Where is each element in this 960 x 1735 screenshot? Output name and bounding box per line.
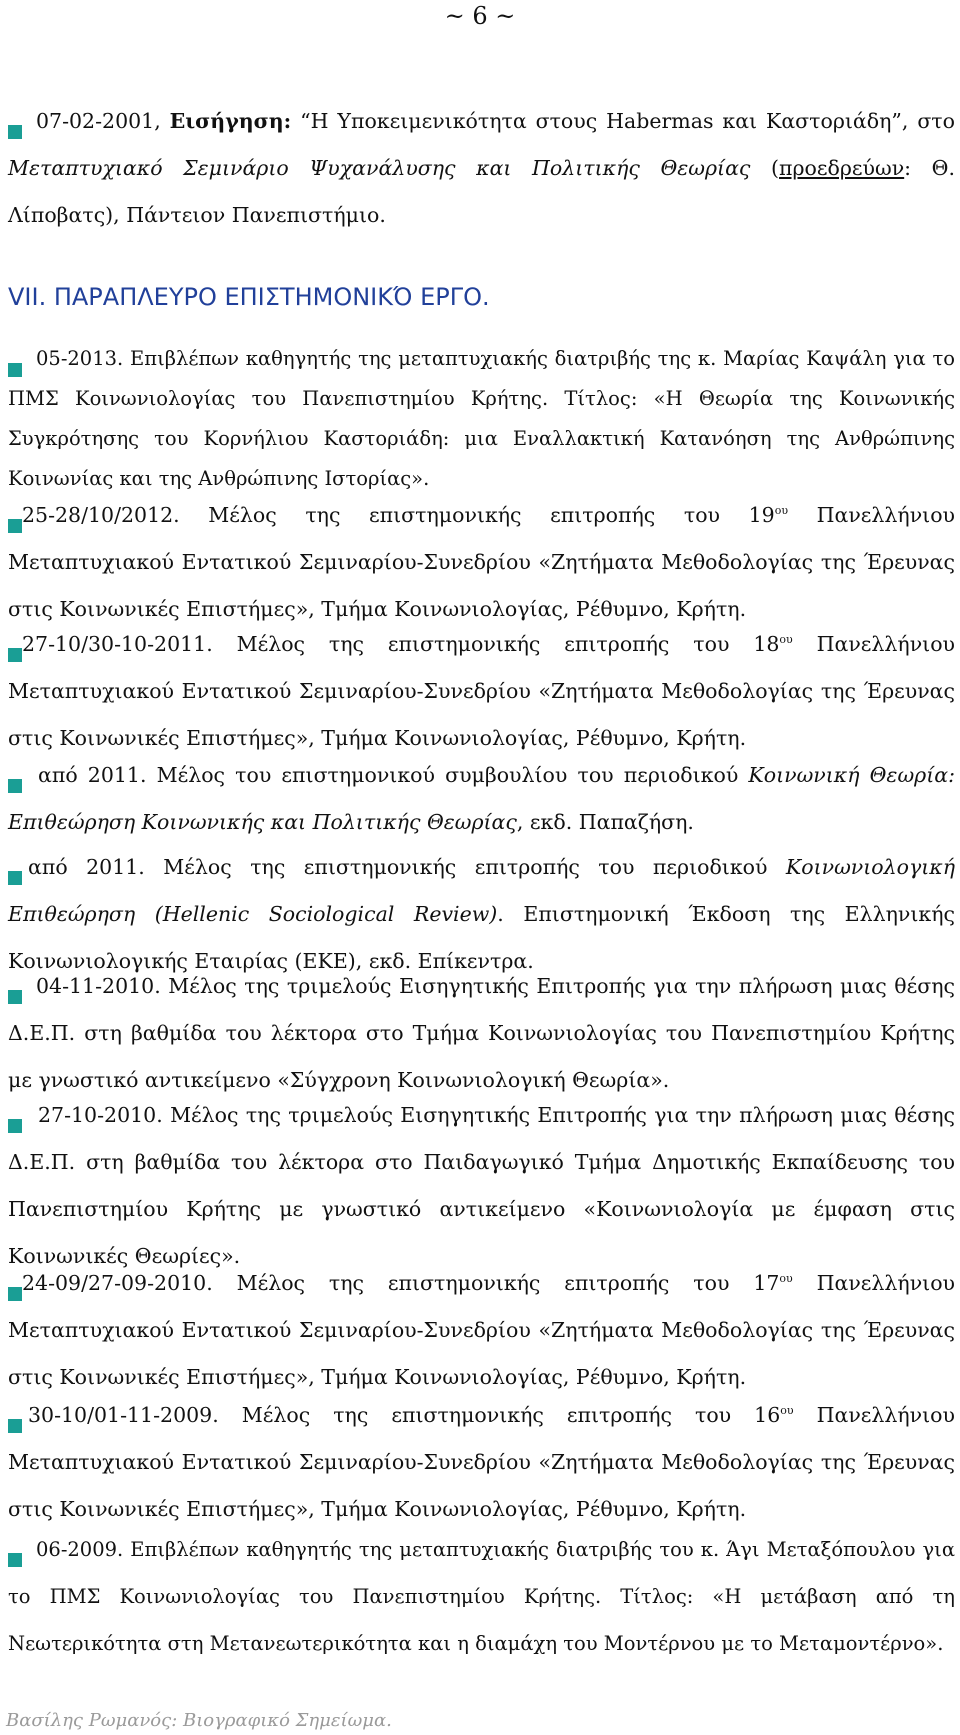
entry-text: ( bbox=[750, 156, 780, 180]
square-bullet-icon bbox=[8, 779, 22, 793]
square-bullet-icon bbox=[8, 363, 22, 377]
entry-text: . Επιστημονική Έκδοση της Ελληνικής Κοινωνιολογικής Εταιρίας (ΕΚΕ), εκδ. Επίκεντρα. bbox=[8, 902, 955, 973]
list-item bbox=[8, 1092, 955, 1280]
entry-text: Μέλος της επιστημονικής επιτροπής του 17 bbox=[212, 1271, 780, 1295]
superscript: ου bbox=[774, 504, 789, 518]
list-item bbox=[8, 752, 955, 846]
entry-text: Μέλος της τριμελούς Εισηγητικής Επιτροπής για την πλήρωση μιας θέσης Δ.Ε.Π. στη βαθμίδα του λέκτορα στο Παιδαγωγικό Τμήμα Δημοτικής Εκπαίδευσης του Πανεπιστημίου Κρήτης με γνωστικό αντικείμενο «Κοινωνιολογία με έμφαση στις Κοινωνικές Θεωρίες». bbox=[8, 1103, 955, 1268]
entry-date: από 2011. bbox=[38, 763, 147, 787]
entry-date: 25-28/10/2012. bbox=[22, 503, 180, 527]
entry-text: Μέλος της επιστημονικής επιτροπής του 16 bbox=[218, 1403, 781, 1427]
entry-text: Επιβλέπων καθηγητής της μεταπτυχιακής διατριβής της κ. Μαρίας Καψάλη για το ΠΜΣ Κοινωνιολογίας του Πανεπιστημίου Κρήτης. Τίτλος: «Η Θεωρία της Κοινωνικής Συγκρότησης του Κορνήλιου Καστοριάδη: μια Εναλλακτική Κατανόηση της Ανθρώπινης Κοινωνίας και της Ανθρώπινης Ιστορίας». bbox=[8, 347, 955, 490]
list-item bbox=[8, 492, 955, 633]
entry-italic: Μεταπτυχιακό Σεμινάριο Ψυχανάλυσης και Πολιτικής Θεωρίας bbox=[8, 156, 751, 180]
list-item bbox=[8, 98, 955, 239]
entry-text: Επιβλέπων καθηγητής της μεταπτυχιακής διατριβής του κ. Άγι Μεταξόπουλου για το ΠΜΣ Κοινωνιολογίας του Πανεπιστημίου Κρήτης. Τίτλος: «Η μετάβαση από τη Νεωτερικότητα στη Μετανεωτερικότητα και η διαμάχη του Μοντέρνου με το Μεταμοντέρνο». bbox=[8, 1538, 955, 1655]
entry-date: 07-02-2001, bbox=[36, 109, 170, 133]
list-item bbox=[8, 339, 955, 499]
entry-date: από 2011. bbox=[28, 855, 145, 879]
entry-date: 06-2009. bbox=[36, 1538, 124, 1561]
entry-text: Μέλος της επιστημονικής επιτροπής του περιοδικού bbox=[144, 855, 786, 879]
entry-text: Μέλος του επιστημονικού συμβουλίου του περιοδικού bbox=[146, 763, 749, 787]
entry-text: Πανελλήνιου Μεταπτυχιακού Εντατικού Σεμιναρίου-Συνεδρίου «Ζητήματα Μεθοδολογίας της Έρευνας στις Κοινωνικές Επιστήμες», Τμήμα Κοινωνιολογίας, Ρέθυμνο, Κρήτη. bbox=[8, 503, 955, 621]
entry-text: Πανελλήνιου Μεταπτυχιακού Εντατικού Σεμιναρίου-Συνεδρίου «Ζητήματα Μεθοδολογίας της Έρευνας στις Κοινωνικές Επιστήμες», Τμήμα Κοινωνιολογίας, Ρέθυμνο, Κρήτη. bbox=[8, 1271, 955, 1389]
superscript: ου bbox=[779, 1272, 793, 1286]
list-item bbox=[8, 963, 955, 1104]
entry-date: 27-10/30-10-2011. bbox=[22, 632, 213, 656]
superscript: ου bbox=[779, 633, 793, 647]
entry-date: 24-09/27-09-2010. bbox=[22, 1271, 213, 1295]
entry-date: 27-10-2010. bbox=[38, 1103, 163, 1127]
entry-text: , εκδ. Παπαζήση. bbox=[516, 810, 694, 834]
square-bullet-icon bbox=[8, 1287, 22, 1301]
square-bullet-icon bbox=[8, 1553, 22, 1567]
entry-text: Μέλος της επιστημονικής επιτροπής του 18 bbox=[212, 632, 780, 656]
entry-label: Εισήγηση: bbox=[169, 109, 292, 133]
entry-text: : Θ. Λίποβατς), Πάντειον Πανεπιστήμιο. bbox=[8, 156, 955, 227]
superscript: ου bbox=[780, 1404, 794, 1418]
entry-text: Μέλος της επιστημονικής επιτροπής του 19 bbox=[179, 503, 775, 527]
entry-date: 30-10/01-11-2009. bbox=[28, 1403, 219, 1427]
square-bullet-icon bbox=[8, 1119, 22, 1133]
square-bullet-icon bbox=[8, 1419, 22, 1433]
entry-text: Πανελλήνιου Μεταπτυχιακού Εντατικού Σεμιναρίου-Συνεδρίου «Ζητήματα Μεθοδολογίας της Έρευνας στις Κοινωνικές Επιστήμες», Τμήμα Κοινωνιολογίας, Ρέθυμνο, Κρήτη. bbox=[8, 632, 955, 750]
entry-date: 05-2013. bbox=[36, 347, 124, 370]
entry-text: Μέλος της τριμελούς Εισηγητικής Επιτροπής για την πλήρωση μιας θέσης Δ.Ε.Π. στη βαθμίδα του λέκτορα στο Τμήμα Κοινωνιολογίας του Πανεπιστημίου Κρήτης με γνωστικό αντικείμενο «Σύγχρονη Κοινωνιολογική Θεωρία». bbox=[8, 974, 955, 1092]
square-bullet-icon bbox=[8, 519, 22, 533]
square-bullet-icon bbox=[8, 125, 22, 139]
page-footer: Βασίλης Ρωμανός: Βιογραφικό Σημείωμα. bbox=[6, 1710, 392, 1731]
list-item bbox=[8, 1526, 955, 1667]
entry-date: 04-11-2010. bbox=[36, 974, 161, 998]
list-item bbox=[8, 1260, 955, 1401]
entry-underlined: προεδρεύων bbox=[779, 156, 905, 180]
list-item bbox=[8, 621, 955, 762]
entry-italic: Κοινωνική Θεωρία: Επιθεώρηση Κοινωνικής και Πολιτικής Θεωρίας bbox=[8, 763, 955, 834]
square-bullet-icon bbox=[8, 648, 22, 662]
list-item bbox=[8, 1392, 955, 1533]
square-bullet-icon bbox=[8, 871, 22, 885]
entry-italic: Κοινωνιολογική Επιθεώρηση (Hellenic Sociological Review) bbox=[8, 855, 955, 926]
entry-text: Πανελλήνιου Μεταπτυχιακού Εντατικού Σεμιναρίου-Συνεδρίου «Ζητήματα Μεθοδολογίας της Έρευνας στις Κοινωνικές Επιστήμες», Τμήμα Κοινωνιολογίας, Ρέθυμνο, Κρήτη. bbox=[8, 1403, 955, 1521]
section-heading: VII. ΠΑΡΑΠΛΕΥΡΟ ΕΠΙΣΤΗΜΟΝΙΚΌ ΕΡΓΟ. bbox=[8, 283, 490, 311]
entry-text: “Η Υποκειμενικότητα στους Habermas και Καστοριάδη”, στο bbox=[291, 109, 955, 133]
square-bullet-icon bbox=[8, 990, 22, 1004]
page-number: ~ 6 ~ bbox=[444, 2, 516, 30]
